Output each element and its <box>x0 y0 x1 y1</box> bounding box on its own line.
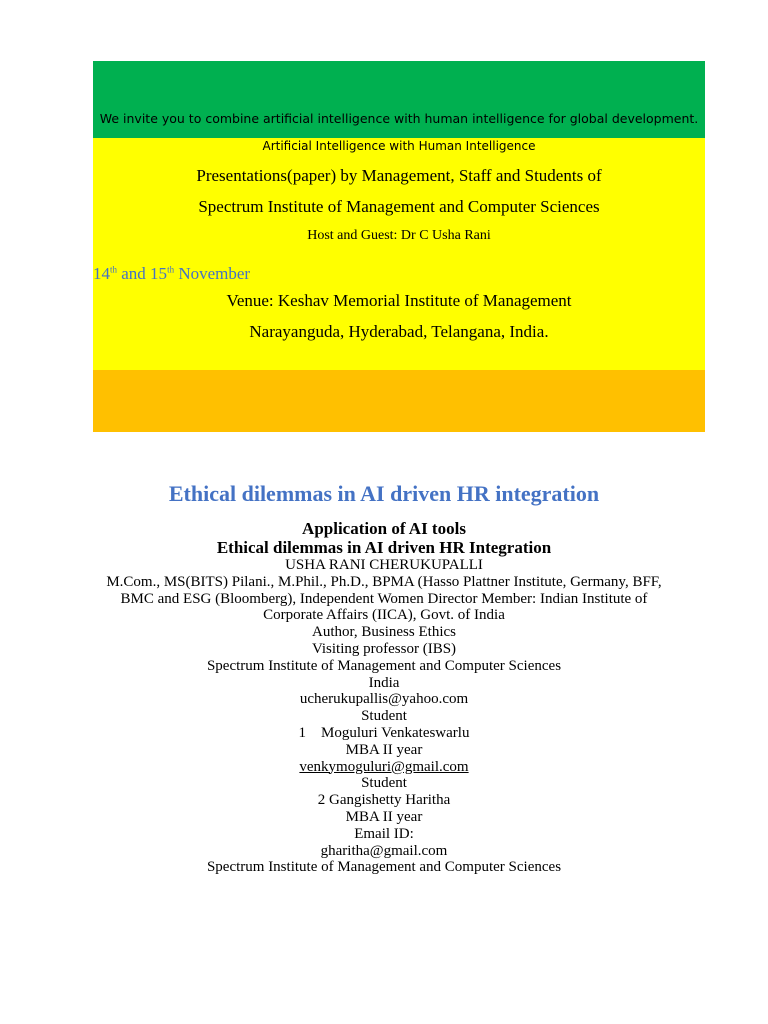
presentations-line-1: Presentations(paper) by Management, Staff and Students of <box>196 166 602 185</box>
date-day1: 14 <box>93 264 110 283</box>
author-line: M.Com., MS(BITS) Pilani., M.Phil., Ph.D., BPMA (Hasso Plattner Institute, Germany, BFF, <box>106 573 662 590</box>
author-details <box>90 557 678 876</box>
student2-year: MBA II year <box>345 808 423 825</box>
student2-email: gharitha@gmail.com <box>320 842 448 859</box>
student2-name: 2 Gangishetty Haritha <box>317 792 451 809</box>
student-label: Student <box>361 708 407 725</box>
venue-line-1: Venue: Keshav Memorial Institute of Management <box>226 291 572 310</box>
event-dates <box>93 264 250 284</box>
author-line: Author, Business Ethics <box>312 624 456 641</box>
student2-email-label: Email ID: <box>354 825 414 842</box>
host-text: Host and Guest: Dr C Usha Rani <box>307 228 491 243</box>
student2-label: Student <box>361 775 407 792</box>
banner-orange-band <box>93 370 705 432</box>
venue-line-2: Narayanguda, Hyderabad, Telangana, India. <box>249 322 549 341</box>
paper-title: Ethical dilemmas in AI driven HR integration <box>168 481 600 506</box>
author-line: BMC and ESG (Bloomberg), Independent Women Director Member: Indian Institute of <box>120 590 648 607</box>
paper-subtitle-1: Application of AI tools <box>302 519 466 538</box>
paper-subtitle-2: Ethical dilemmas in AI driven HR Integration <box>216 538 552 557</box>
author-line: India <box>368 674 400 691</box>
invite-text: We invite you to combine artificial intelligence with human intelligence for global development. <box>99 111 699 126</box>
author-line: Spectrum Institute of Management and Computer Sciences <box>206 657 562 674</box>
student1-email-link[interactable]: venkymoguluri@gmail.com <box>299 758 469 775</box>
author-line: USHA RANI CHERUKUPALLI <box>285 557 483 573</box>
institute-name: Spectrum Institute of Management and Computer Sciences <box>206 859 562 876</box>
student1-year: MBA II year <box>345 741 423 758</box>
author-email: ucherukupallis@yahoo.com <box>299 691 469 708</box>
banner-green-band <box>93 61 705 138</box>
presentations-line-2: Spectrum Institute of Management and Computer Sciences <box>198 197 600 216</box>
date-month: November <box>174 264 251 283</box>
event-banner <box>93 61 705 432</box>
student1-name: 1 Moguluri Venkateswarlu <box>298 724 470 741</box>
date-day2-suffix: th <box>167 264 175 275</box>
author-line: Visiting professor (IBS) <box>311 640 457 657</box>
theme-text: Artificial Intelligence with Human Intelligence <box>262 139 536 153</box>
date-conj: and 15 <box>117 264 168 283</box>
date-day1-suffix: th <box>110 264 118 275</box>
author-line: Corporate Affairs (IICA), Govt. of India <box>263 607 505 624</box>
